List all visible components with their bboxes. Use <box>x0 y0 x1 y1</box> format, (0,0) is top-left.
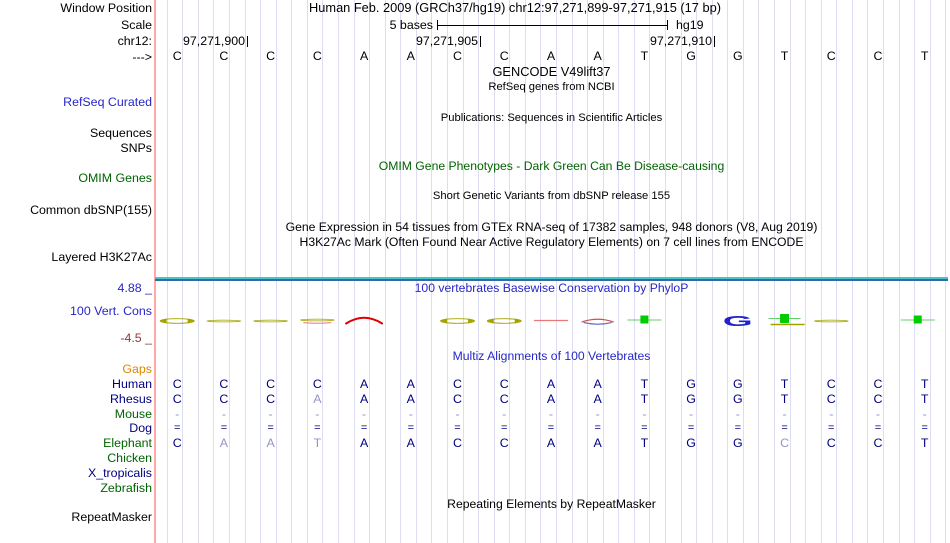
base-letter: G <box>686 49 696 63</box>
alignment-cell: - <box>829 407 834 421</box>
alignment-cell: = <box>454 422 461 434</box>
assembly-label: hg19 <box>676 18 704 32</box>
alignment-cell: C <box>873 392 883 406</box>
alignment-cell: - <box>268 407 273 421</box>
multiz-row-label-elephant[interactable]: Elephant <box>103 436 152 450</box>
alignment-cell: G <box>686 377 696 391</box>
alignment-cell: = <box>501 422 508 434</box>
base-letter: T <box>780 49 789 63</box>
alignment-cell: C <box>172 392 182 406</box>
multiz-row-label-gaps[interactable]: Gaps <box>122 362 152 376</box>
conservation-mark <box>346 318 382 324</box>
alignment-cell: C <box>873 436 883 450</box>
alignment-cell: T <box>920 436 929 450</box>
alignment-cell: - <box>175 407 180 421</box>
alignment-cell: A <box>266 436 275 450</box>
alignment-cell: = <box>828 422 835 434</box>
scale-value: 5 bases <box>389 18 433 32</box>
alignment-cell: A <box>359 392 369 406</box>
scale-bar <box>437 25 668 26</box>
alignment-cell: - <box>782 407 787 421</box>
alignment-cell: - <box>595 407 600 421</box>
track-label-omim-genes[interactable]: OMIM Genes <box>78 171 152 185</box>
track-subtitle-refseq-ncbi[interactable]: RefSeq genes from NCBI <box>488 81 615 93</box>
alignment-cell: A <box>359 377 369 391</box>
alignment-cell: = <box>173 422 181 434</box>
alignment-cell: = <box>687 422 695 434</box>
conservation-mark <box>188 318 195 323</box>
track-title-gencode[interactable]: GENCODE V49lift37 <box>492 64 611 79</box>
alignment-cell: - <box>315 407 320 421</box>
multiz-row-label-chicken[interactable]: Chicken <box>107 451 152 465</box>
alignment-cell: = <box>874 422 882 434</box>
alignment-cell: G <box>733 377 743 391</box>
position-tick <box>247 36 248 47</box>
scale-bar-right-tick <box>667 20 668 30</box>
conservation-mark <box>254 320 288 322</box>
multiz-row-label-x_tropicalis[interactable]: X_tropicalis <box>87 466 152 480</box>
alignment-cell: T <box>780 377 789 391</box>
track-title-h3k27ac[interactable]: H3K27Ac Mark (Often Found Near Active Regulatory Elements) on 7 cell lines from ENCODE <box>299 235 804 249</box>
alignment-cell: G <box>733 392 743 406</box>
conservation-mark <box>515 318 522 323</box>
multiz-row-label-zebrafish[interactable]: Zebrafish <box>100 481 152 495</box>
track-label-repeatmasker[interactable]: RepeatMasker <box>71 510 152 524</box>
alignment-cell: C <box>172 436 182 450</box>
alignment-cell: T <box>640 392 649 406</box>
track-title-phylop[interactable]: 100 vertebrates Basewise Conservation by PhyloP <box>414 281 689 295</box>
chromosome-label: chr12: <box>117 34 152 48</box>
alignment-cell: C <box>219 377 229 391</box>
conservation-mark <box>441 319 475 324</box>
base-letter: A <box>406 49 415 63</box>
alignment-cell: C <box>266 377 276 391</box>
strand-arrow[interactable]: ---> <box>132 50 152 64</box>
track-title-multiz[interactable]: Multiz Alignments of 100 Vertebrates <box>452 349 651 363</box>
position-number: 97,271,900 <box>182 34 245 48</box>
base-letter: T <box>920 49 929 63</box>
base-letter: C <box>499 49 509 63</box>
position-number: 97,271,905 <box>415 34 478 48</box>
alignment-cell: G <box>686 436 696 450</box>
alignment-cell: = <box>407 422 415 434</box>
alignment-cell: C <box>826 392 836 406</box>
base-letter: A <box>593 49 602 63</box>
track-title-repeatmasker[interactable]: Repeating Elements by RepeatMasker <box>447 497 656 511</box>
alignment-cell: A <box>359 436 369 450</box>
alignment-cell: A <box>219 436 229 450</box>
alignment-cell: C <box>499 377 509 391</box>
alignment-cell: - <box>362 407 367 421</box>
multiz-row-label-human[interactable]: Human <box>112 377 152 391</box>
conservation-mark <box>160 319 194 324</box>
alignment-cell: T <box>920 392 929 406</box>
alignment-cell: A <box>313 392 322 406</box>
alignment-cell: - <box>548 407 554 421</box>
alignment-cell: A <box>593 392 602 406</box>
alignment-cell: C <box>453 392 462 406</box>
track-title-dbsnp[interactable]: Short Genetic Variants from dbSNP release 155 <box>432 190 671 202</box>
window-position-label: Window Position <box>60 1 152 15</box>
base-letter: C <box>219 49 229 63</box>
alignment-cell: A <box>593 377 602 391</box>
alignment-cell: T <box>780 392 789 406</box>
track-title-gtex[interactable]: Gene Expression in 54 tissues from GTEx RNA-seq of 17382 samples, 948 donors (V8, Aug 2019) <box>285 220 818 234</box>
track-label-100-vert-cons[interactable]: 100 Vert. Cons <box>70 304 152 318</box>
conservation-mark <box>640 316 648 324</box>
conservation-mark <box>300 319 334 321</box>
multiz-row-label-mouse[interactable]: Mouse <box>114 407 152 421</box>
alignment-cell: - <box>689 407 694 421</box>
alignment-cell: A <box>546 436 556 450</box>
alignment-cell: T <box>640 377 649 391</box>
alignment-cell: - <box>922 407 927 421</box>
alignment-cell: - <box>408 407 413 421</box>
position-number: 97,271,910 <box>649 34 712 48</box>
alignment-cell: = <box>921 422 928 434</box>
track-title-publications[interactable]: Publications: Sequences in Scientific Articles <box>440 112 663 124</box>
conservation-mark <box>468 318 475 323</box>
conservation-mark: G <box>722 313 753 330</box>
alignment-cell: C <box>499 392 509 406</box>
alignment-cell: = <box>360 422 368 434</box>
alignment-cell: A <box>406 377 415 391</box>
alignment-cell: G <box>686 392 696 406</box>
alignment-cell: T <box>920 377 929 391</box>
alignment-cell: C <box>453 377 462 391</box>
alignment-cell: = <box>594 422 601 434</box>
alignment-cell: = <box>267 422 274 434</box>
conservation-mark <box>207 320 241 322</box>
alignment-cell: C <box>219 392 229 406</box>
base-letter: C <box>172 49 182 63</box>
alignment-cell: C <box>499 436 509 450</box>
alignment-cell: - <box>455 407 460 421</box>
track-title-omim[interactable]: OMIM Gene Phenotypes - Dark Green Can Be Disease-causing <box>378 159 725 173</box>
base-letter: C <box>312 49 322 63</box>
alignment-cell: T <box>313 436 322 450</box>
base-letter: C <box>453 49 462 63</box>
alignment-cell: - <box>221 407 226 421</box>
alignment-cell: = <box>641 422 648 434</box>
alignment-cell: C <box>780 436 790 450</box>
alignment-cell: A <box>406 392 415 406</box>
alignment-cell: - <box>502 407 507 421</box>
conservation-mark <box>814 320 848 322</box>
alignment-cell: - <box>642 407 647 421</box>
alignment-cell: - <box>735 407 740 421</box>
base-letter: C <box>826 49 836 63</box>
conservation-axis-min: -4.5 _ <box>120 331 152 345</box>
alignment-cell: C <box>826 436 836 450</box>
alignment-cell: C <box>826 377 836 391</box>
alignment-cell: T <box>640 436 649 450</box>
alignment-cell: - <box>875 407 881 421</box>
track-label-layered-h3k27ac[interactable]: Layered H3K27Ac <box>51 250 152 264</box>
track-label-refseq-curated[interactable]: RefSeq Curated <box>63 95 152 109</box>
alignment-cell: C <box>453 436 462 450</box>
alignment-cell: = <box>781 422 788 434</box>
alignment-cell: C <box>873 377 883 391</box>
conservation-mark <box>780 314 789 323</box>
alignment-cell: C <box>266 392 276 406</box>
alignment-cell: = <box>547 422 555 434</box>
multiz-row-label-dog[interactable]: Dog <box>129 421 152 435</box>
alignment-cell: G <box>733 436 743 450</box>
track-label-common-dbsnp[interactable]: Common dbSNP(155) <box>30 203 152 217</box>
base-letter: A <box>359 49 369 63</box>
base-letter: C <box>873 49 883 63</box>
conservation-mark <box>487 319 521 324</box>
base-letter: C <box>266 49 276 63</box>
base-letter: A <box>546 49 556 63</box>
track-label-snps[interactable]: SNPs <box>120 141 152 155</box>
alignment-cell: A <box>593 436 602 450</box>
track-label-sequences[interactable]: Sequences <box>89 126 152 140</box>
alignment-cell: A <box>546 377 556 391</box>
base-letter: G <box>733 49 743 63</box>
alignment-cell: A <box>546 392 556 406</box>
alignment-cell: = <box>220 422 228 434</box>
alignment-cell: = <box>314 422 321 434</box>
alignment-cell: A <box>406 436 415 450</box>
alignment-cell: = <box>734 422 742 434</box>
alignment-cell: C <box>172 377 182 391</box>
position-tick <box>714 36 715 47</box>
multiz-row-label-rhesus[interactable]: Rhesus <box>109 392 152 406</box>
position-tick <box>480 36 481 47</box>
conservation-axis-max: 4.88 _ <box>117 281 152 295</box>
scale-label: Scale <box>121 18 152 32</box>
position-title: Human Feb. 2009 (GRCh37/hg19) chr12:97,271,899-97,271,915 (17 bp) <box>309 0 721 15</box>
alignment-cell: C <box>312 377 322 391</box>
base-letter: T <box>640 49 649 63</box>
